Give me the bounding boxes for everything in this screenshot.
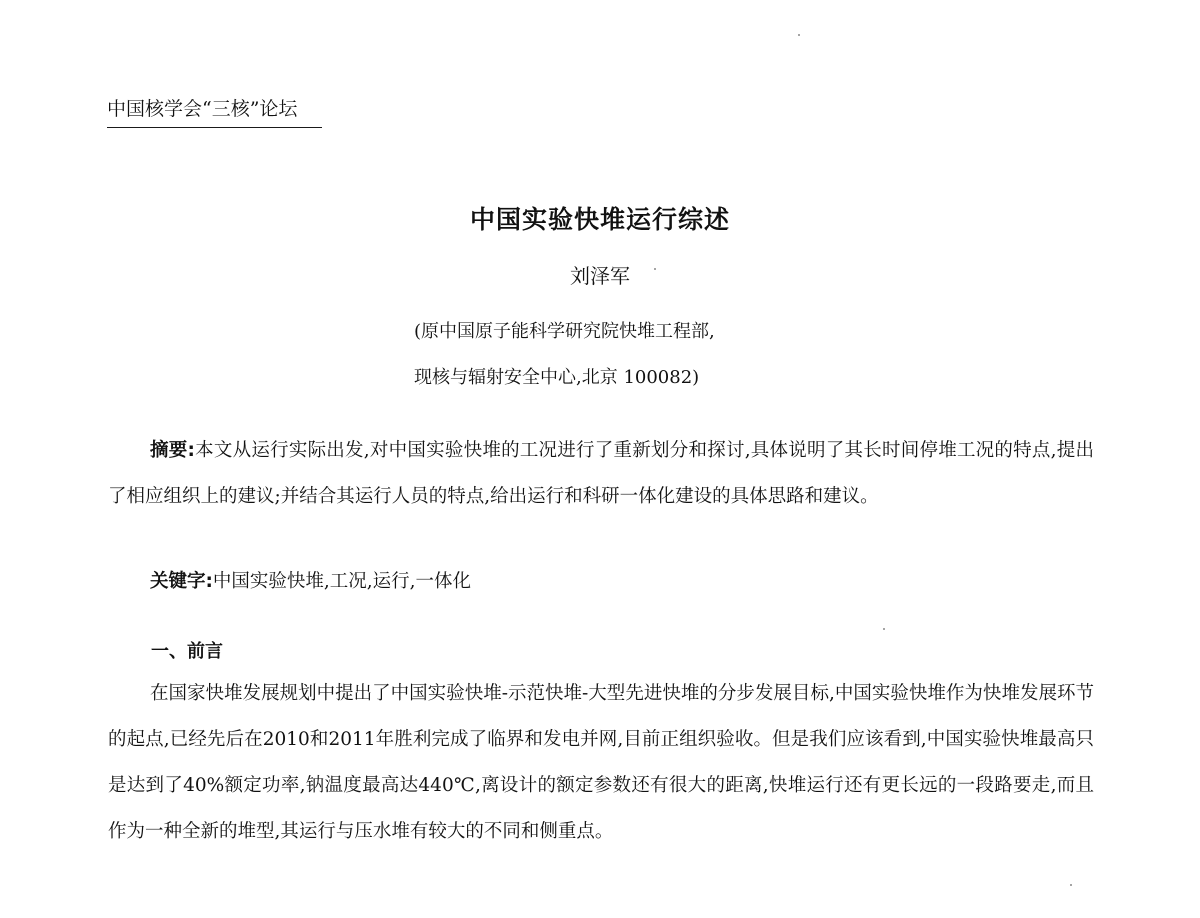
section-heading-intro: 一、前言 <box>151 641 223 662</box>
scan-speck <box>1070 884 1072 886</box>
scan-speck <box>798 34 800 36</box>
paper-author: 刘泽军 <box>570 264 630 288</box>
forum-header: 中国核学会“三核”论坛 <box>107 98 298 120</box>
header-underline <box>107 127 322 128</box>
abstract-paragraph <box>108 428 1094 520</box>
keywords-paragraph <box>150 559 1094 605</box>
keywords-label: 关键字: <box>150 571 213 592</box>
paper-title: 中国实验快堆运行综述 <box>469 205 730 234</box>
scan-speck <box>883 628 885 630</box>
affiliation-line-1: (原中国原子能科学研究院快堆工程部, <box>414 321 715 342</box>
keywords-text: 中国实验快堆,工况,运行,一体化 <box>212 571 472 592</box>
scan-speck <box>654 268 656 270</box>
abstract-label: 摘要: <box>150 440 195 461</box>
abstract-text: 本文从运行实际出发,对中国实验快堆的工况进行了重新划分和探讨,具体说明了其长时间停堆工况的特点,提出了相应组织上的建议;并结合其运行人员的特点,给出运行和科研一体化建设的具体思路和建议。 <box>108 440 1094 507</box>
intro-paragraph: 在国家快堆发展规划中提出了中国实验快堆-示范快堆-大型先进快堆的分步发展目标,中国实验快堆作为快堆发展环节的起点,已经先后在2010和2011年胜利完成了临界和发电并网,目前正组织验收。但是我们应该看到,中国实验快堆最高只是达到了40%额定功率,钠温度最高达440℃,离设计的额定参数还有很大的距离,快堆运行还有更长远的一段路要走,而且作为一种全新的堆型,其运行与压水堆有较大的不同和侧重点。 <box>108 683 1094 842</box>
affiliation-line-2: 现核与辐射安全中心,北京 100082) <box>414 367 700 388</box>
